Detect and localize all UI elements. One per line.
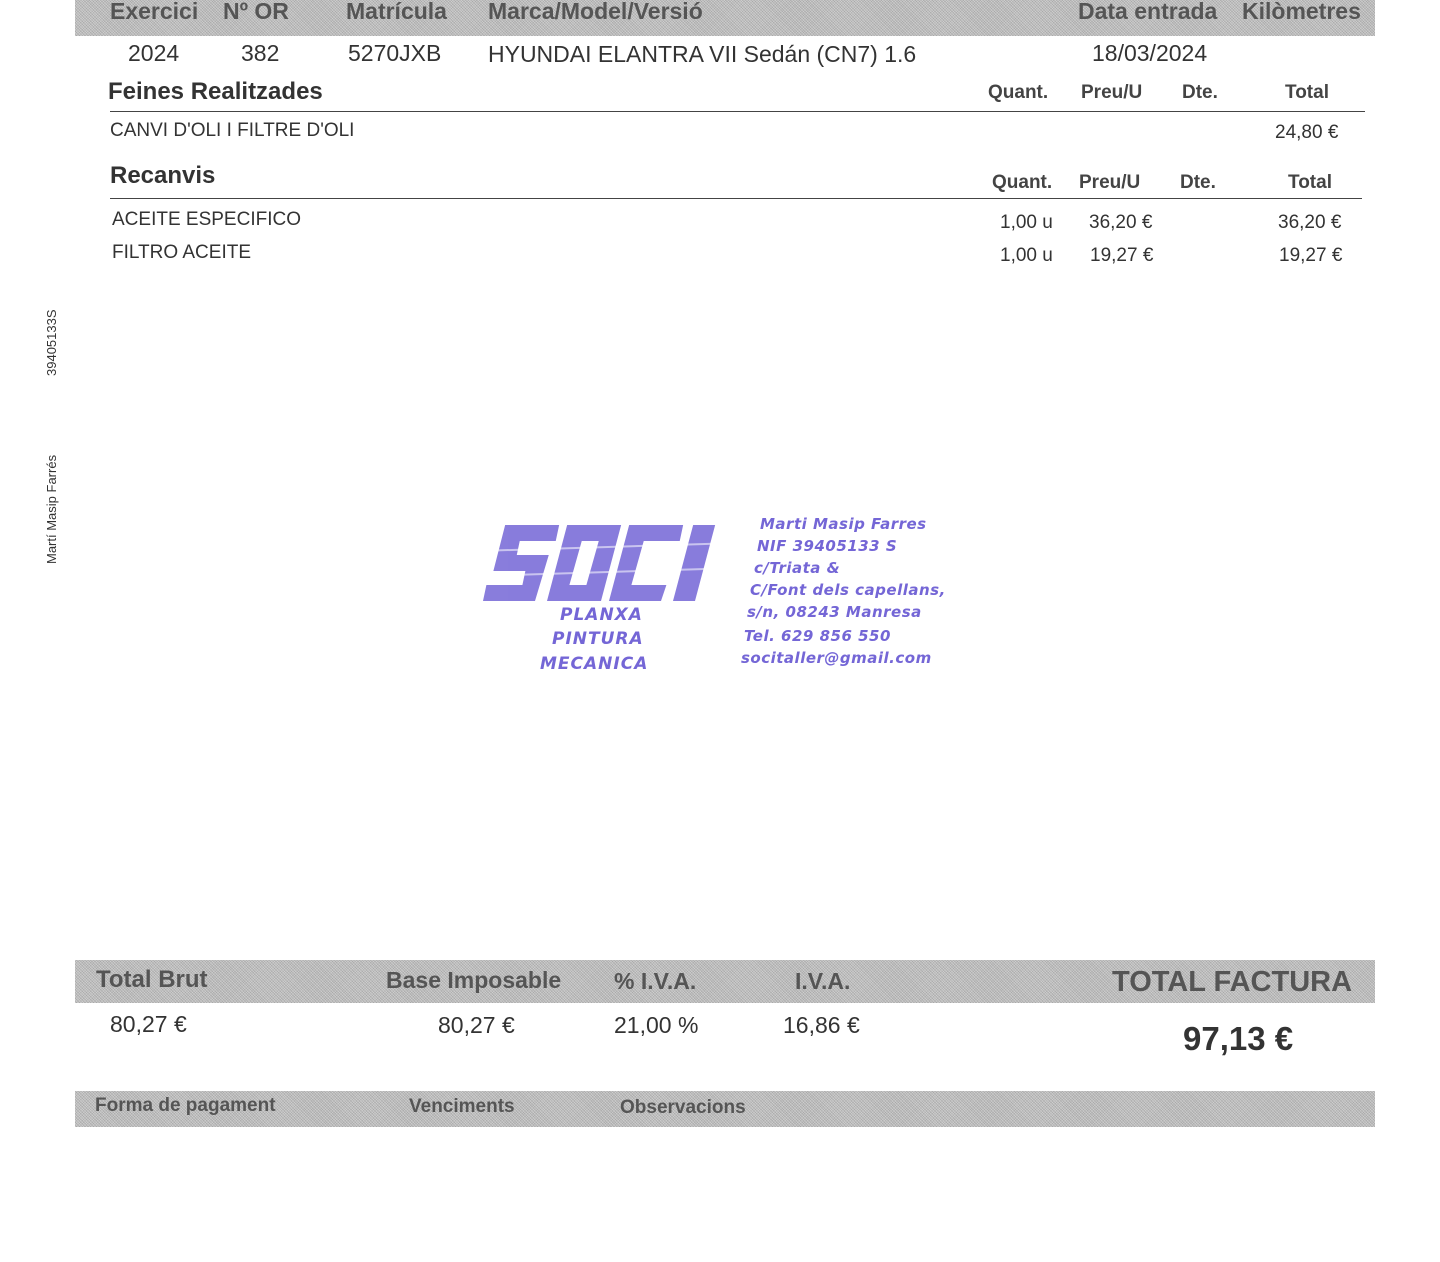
stamp-line: c/Triata &	[754, 559, 841, 577]
total-factura-value: 97,13 €	[1183, 1020, 1294, 1057]
side-name: Martí Masip Farrés	[44, 454, 59, 564]
header-data-entrada: Data entrada	[1078, 0, 1218, 24]
recanvis-row-desc: ACEITE ESPECIFICO	[112, 209, 301, 230]
side-nif: 39405133S	[44, 309, 59, 376]
header-observacions: Observacions	[620, 1097, 746, 1118]
header-marca-model: Marca/Model/Versió	[488, 0, 703, 24]
recanvis-row-total: 19,27 €	[1279, 245, 1343, 266]
feines-divider	[110, 111, 1365, 112]
header-iva: I.V.A.	[795, 968, 851, 994]
stamp-line: NIF 39405133 S	[757, 537, 898, 555]
header-forma-pagament: Forma de pagament	[95, 1095, 276, 1116]
recanvis-row-quant: 1,00 u	[1000, 212, 1053, 233]
stamp-line: s/n, 08243 Manresa	[747, 603, 922, 621]
recanvis-title: Recanvis	[110, 162, 216, 189]
vehicle-num-or: 382	[241, 40, 280, 66]
header-base-imposable: Base Imposable	[386, 967, 562, 993]
header-total-factura: TOTAL FACTURA	[1112, 966, 1353, 998]
feines-col-preu: Preu/U	[1081, 82, 1143, 103]
feines-title: Feines Realitzades	[108, 78, 323, 105]
stamp-service: MECANICA	[540, 654, 649, 674]
header-total-brut: Total Brut	[96, 966, 208, 993]
feines-row-total: 24,80 €	[1275, 122, 1339, 143]
feines-row-desc: CANVI D'OLI I FILTRE D'OLI	[110, 120, 355, 141]
stamp-service: PINTURA	[552, 629, 644, 649]
recanvis-row-total: 36,20 €	[1278, 212, 1342, 233]
stamp-line: socitaller@gmail.com	[741, 649, 932, 667]
recanvis-col-preu: Preu/U	[1079, 172, 1141, 193]
feines-col-dte: Dte.	[1182, 82, 1218, 103]
recanvis-col-dte: Dte.	[1180, 172, 1216, 193]
company-stamp	[470, 505, 960, 685]
stamp-line: Marti Masip Farres	[760, 515, 927, 533]
vehicle-matricula: 5270JXB	[348, 40, 442, 66]
vehicle-marca-model: HYUNDAI ELANTRA VII Sedán (CN7) 1.6	[488, 41, 917, 67]
recanvis-row-quant: 1,00 u	[1000, 245, 1053, 266]
header-venciments: Venciments	[409, 1096, 515, 1117]
header-exercici: Exercici	[110, 0, 199, 24]
recanvis-col-total: Total	[1288, 172, 1332, 193]
recanvis-divider	[110, 198, 1362, 199]
total-brut-value: 80,27 €	[110, 1011, 187, 1037]
pct-iva-value: 21,00 %	[614, 1012, 699, 1038]
header-num-or: Nº OR	[223, 0, 289, 24]
recanvis-col-quant: Quant.	[992, 172, 1053, 193]
stamp-line: C/Font dels capellans,	[750, 581, 946, 599]
vehicle-data-entrada: 18/03/2024	[1092, 40, 1208, 66]
stamp-service: PLANXA	[560, 605, 643, 625]
feines-col-total: Total	[1285, 82, 1329, 103]
stamp-line: Tel. 629 856 550	[744, 627, 891, 645]
iva-value: 16,86 €	[783, 1012, 860, 1038]
stamp-logo-icon	[478, 521, 738, 606]
base-imposable-value: 80,27 €	[438, 1012, 515, 1038]
header-pct-iva: % I.V.A.	[614, 968, 697, 994]
recanvis-row-preu: 36,20 €	[1089, 212, 1153, 233]
recanvis-row-desc: FILTRO ACEITE	[112, 242, 252, 263]
feines-col-quant: Quant.	[988, 82, 1049, 103]
recanvis-row-preu: 19,27 €	[1090, 245, 1154, 266]
header-matricula: Matrícula	[346, 0, 447, 24]
header-kilometres: Kilòmetres	[1242, 0, 1361, 24]
vehicle-exercici: 2024	[128, 40, 180, 66]
